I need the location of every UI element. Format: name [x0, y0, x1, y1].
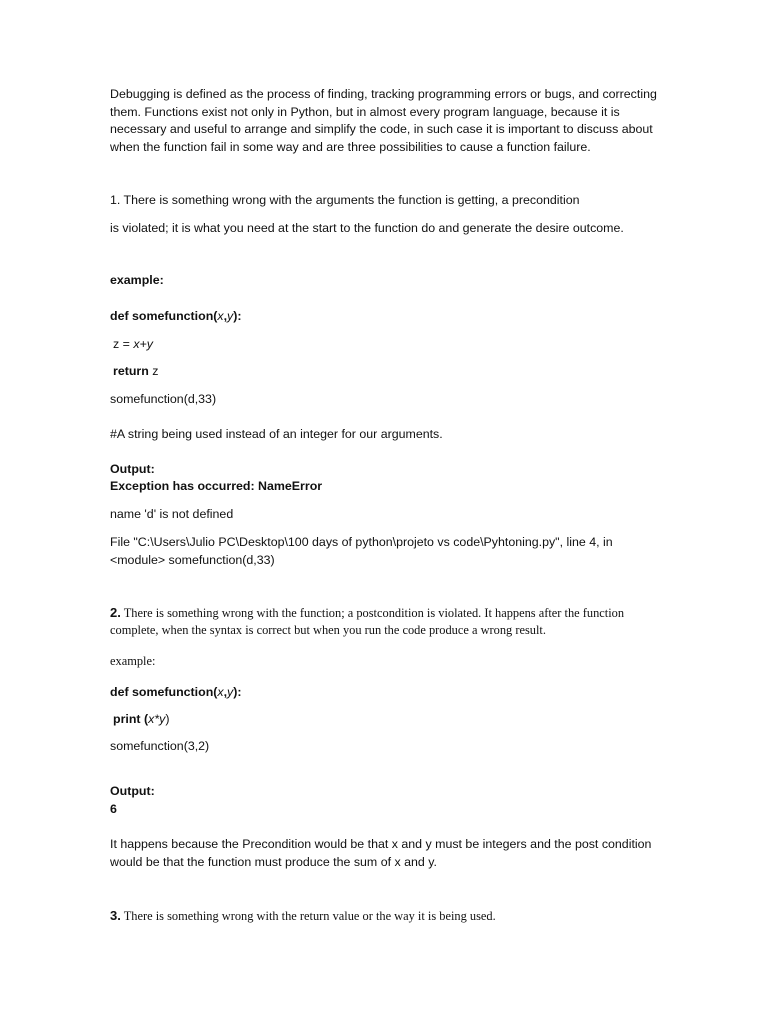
code-param-y: y [227, 309, 234, 323]
code-comma: , [223, 309, 228, 323]
intro-paragraph: Debugging is defined as the process of finding, tracking programming errors or bugs, and correcting them. Functions exist not only in Python, but in almost every program language, because it is necessary and useful to arrange and simplify the code, in such case it is important to discuss about when the function fail in some way and are three possibilities to cause a function failure. [110, 87, 657, 154]
code-return-value: z [148, 364, 159, 378]
point-2-explanation: It happens because the Precondition would be that x and y must be integers and the post condition would be that the function must produce the sum of x and y. [110, 837, 652, 869]
code-def-prefix-2: def somefunction( [110, 685, 218, 699]
example-label-1: example: [110, 273, 164, 287]
output-label-2: Output: [110, 784, 155, 798]
code-assign-expr: x+y [133, 337, 153, 351]
point-1-heading: 1. There is something wrong with the arguments the function is getting, a precondition [110, 193, 580, 207]
code-print-prefix: print ( [113, 712, 149, 726]
exception-line: Exception has occurred: NameError [110, 479, 323, 493]
point-3-number: 3. [110, 908, 121, 923]
code-param-x: x [217, 309, 224, 323]
code-def-suffix-2: ): [233, 685, 242, 699]
code-param-y-2: y [227, 685, 234, 699]
point-3-text: There is something wrong with the return value or the way it is being used. [120, 909, 496, 923]
code-def-prefix: def somefunction( [110, 309, 218, 323]
point-2-text: There is something wrong with the function; a postcondition is violated. It happens after the function complete, when the syntax is correct but when you run the code produce a wrong result. [110, 606, 625, 637]
code-comment: #A string being used instead of an integer for our arguments. [110, 427, 443, 441]
point-3-paragraph [110, 908, 658, 925]
code-call-line-2: somefunction(3,2) [110, 739, 210, 753]
code-def-line-1 [110, 308, 658, 326]
point-1-continuation: is violated; it is what you need at the start to the function do and generate the desire outcome. [110, 221, 624, 235]
code-def-suffix: ): [233, 309, 242, 323]
code-call-line-1: somefunction(d,33) [110, 392, 217, 406]
code-return-keyword: return [113, 364, 149, 378]
output-label-1: Output: [110, 462, 155, 476]
code-assign-prefix: z = [113, 337, 134, 351]
code-comma-2: , [223, 685, 228, 699]
error-message: name 'd' is not defined [110, 507, 234, 521]
point-2-paragraph [110, 605, 658, 638]
code-print-suffix: ) [165, 712, 170, 726]
code-def-line-2 [110, 684, 658, 702]
code-print-line [113, 711, 661, 729]
output-value: 6 [110, 802, 117, 816]
code-assign-line [113, 336, 661, 354]
example-label-2: example: [110, 654, 156, 668]
code-param-x-2: x [217, 685, 224, 699]
code-print-expr: x*y [148, 712, 166, 726]
code-return-line [113, 363, 661, 381]
point-2-number: 2. [110, 605, 121, 620]
traceback: File "C:\Users\Julio PC\Desktop\100 days of python\projeto vs code\Pyhtoning.py", line 4, in <module> somefunction(d,33) [110, 535, 613, 567]
